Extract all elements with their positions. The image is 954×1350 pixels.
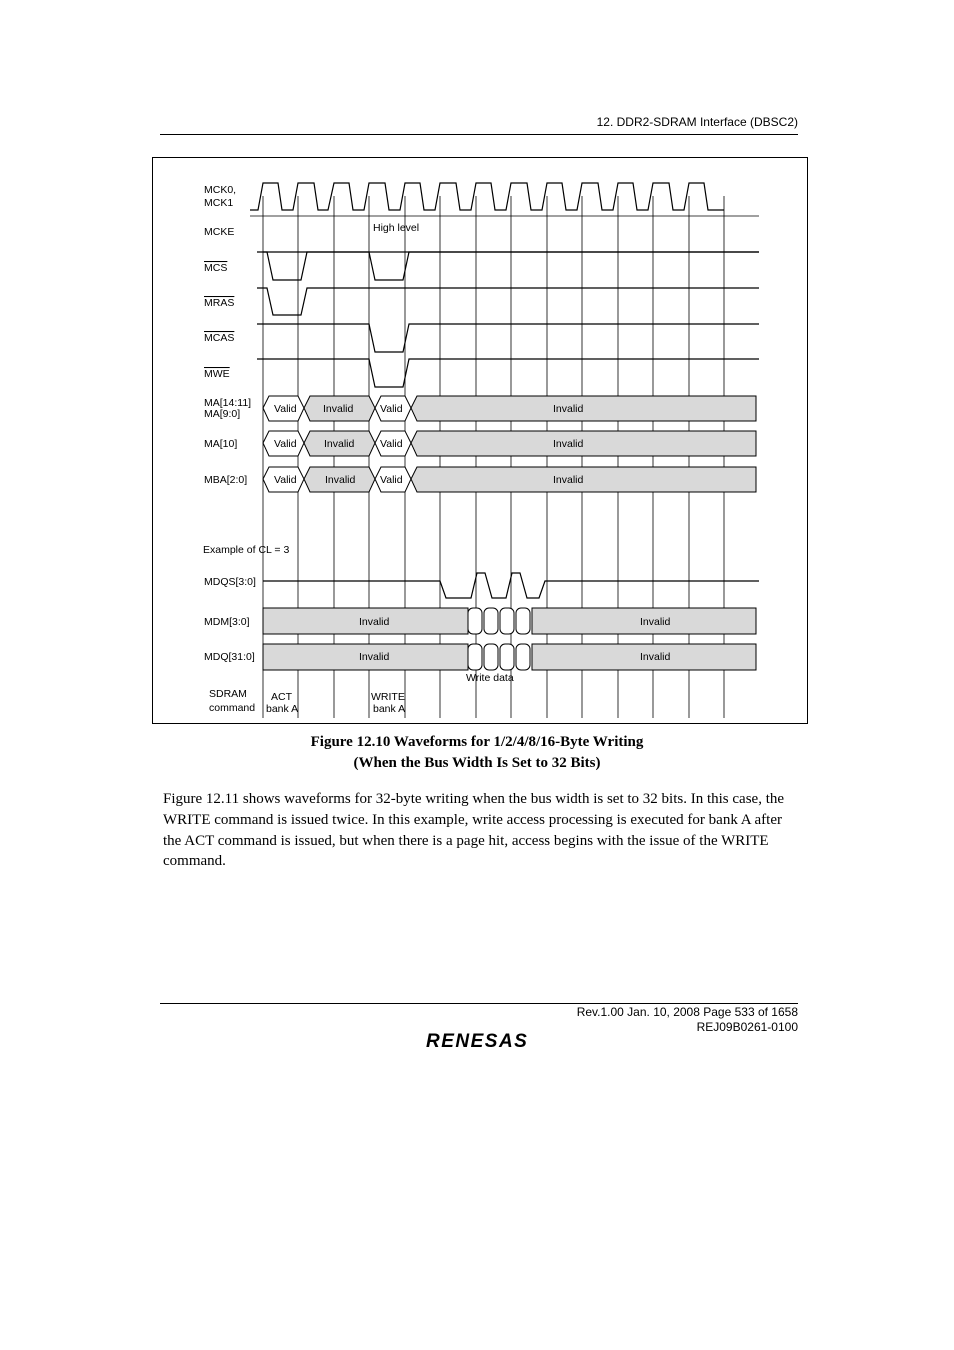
mras-wave: [257, 288, 759, 315]
mcke-label: MCKE: [204, 226, 235, 238]
footer-rule: [160, 1003, 798, 1004]
header-rule: [160, 134, 798, 135]
ma10-label: MA[10]: [204, 438, 238, 450]
mcs-label: MCS: [204, 262, 228, 274]
figure-caption-line-1: Figure 12.10 Waveforms for 1/2/4/8/16-Byte Writing: [310, 734, 644, 750]
mba-label: MBA[2:0]: [204, 474, 248, 486]
mcs-wave: [257, 252, 759, 280]
mwe-label: MWE: [204, 368, 230, 380]
timing-diagram-figure: [152, 157, 808, 724]
section-header: 12. DDR2-SDRAM Interface (DBSC2): [596, 115, 798, 129]
ma-high-invalid-1: Invalid: [323, 403, 354, 415]
sdram-command-label: command: [209, 702, 256, 714]
ma10-invalid-1: Invalid: [324, 438, 355, 450]
ma10-valid-1: Valid: [274, 438, 297, 450]
mcas-wave: [257, 324, 759, 352]
mba-invalid-1: Invalid: [325, 474, 356, 486]
mba-valid-2: Valid: [380, 474, 403, 486]
footer-info: [577, 1005, 798, 1035]
mdqs-label: MDQS[3:0]: [204, 576, 256, 588]
mdm-invalid-2: Invalid: [640, 616, 671, 628]
ma-high-valid-2: Valid: [380, 403, 403, 415]
mck-label: MCK0,: [204, 184, 237, 196]
figure-caption-line-2: (When the Bus Width Is Set to 32 Bits): [353, 755, 601, 771]
mcas-label: MCAS: [204, 332, 235, 344]
revision-info: Rev.1.00 Jan. 10, 2008 Page 533 of 1658: [576, 1005, 798, 1019]
cl-note: Example of CL = 3: [203, 544, 290, 556]
document-number: REJ09B0261-0100: [696, 1020, 798, 1034]
mdq-invalid-2: Invalid: [640, 651, 671, 663]
ma-high-label: MA[9:0]: [204, 408, 241, 420]
act-command: ACT: [271, 691, 292, 703]
sdram-command-label: SDRAM: [209, 688, 247, 700]
high-level-annotation: High level: [373, 222, 420, 234]
clock-gridlines: [263, 196, 724, 718]
timing-diagram: [153, 158, 809, 725]
mdm-invalid-1: Invalid: [359, 616, 390, 628]
mdq-bus: [263, 644, 756, 670]
renesas-logo: RENESAS: [426, 1031, 529, 1052]
act-command: bank A: [266, 703, 299, 715]
write-command: bank A: [373, 703, 406, 715]
mba-invalid-2: Invalid: [553, 474, 584, 486]
write-command: WRITE: [371, 691, 405, 703]
mdm-bus: [263, 608, 756, 634]
mdq-label: MDQ[31:0]: [204, 651, 255, 663]
ma-high-label: MA[14:11]: [204, 397, 252, 409]
write-data-annotation: Write data: [466, 672, 514, 684]
mdq-invalid-1: Invalid: [359, 651, 390, 663]
mwe-wave: [257, 359, 759, 387]
ma10-valid-2: Valid: [380, 438, 403, 450]
ma-high-invalid-2: Invalid: [553, 403, 584, 415]
ma-high-valid-1: Valid: [274, 403, 297, 415]
mdm-label: MDM[3:0]: [204, 616, 250, 628]
mras-label: MRAS: [204, 297, 235, 309]
ma10-invalid-2: Invalid: [553, 438, 584, 450]
mck-label: MCK1: [204, 197, 234, 209]
body-paragraph: Figure 12.11 shows waveforms for 32-byte writing when the bus width is set to 32 bits. In this case, the WRITE command is issued twice. In this example, write access processing is executed for bank A after the ACT command is issued, but when there is a page hit, access begins with the issue of the WRITE command.: [163, 791, 785, 870]
mba-valid-1: Valid: [274, 474, 297, 486]
